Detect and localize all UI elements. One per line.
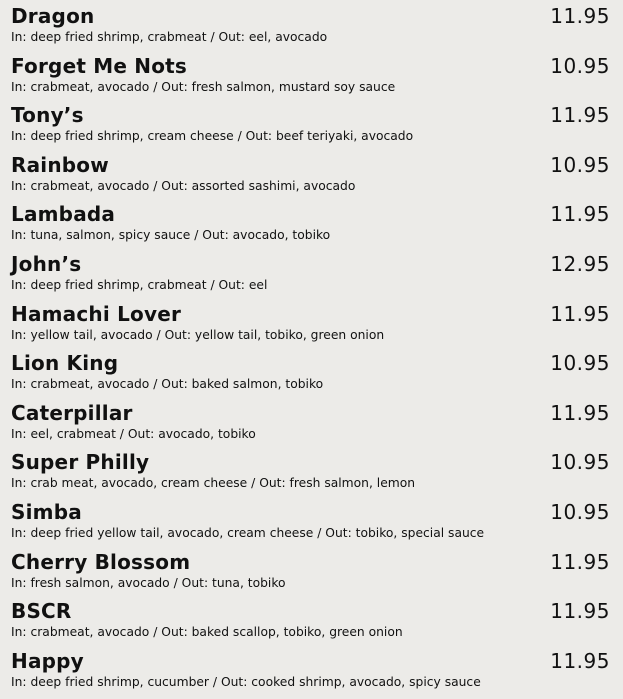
item-name: Simba [11, 499, 82, 524]
menu-item [0, 350, 623, 400]
item-description: In: crabmeat, avocado / Out: fresh salmon, mustard soy sauce [11, 79, 396, 94]
item-name: Cherry Blossom [11, 549, 191, 574]
menu-item [0, 201, 623, 251]
menu-item [0, 549, 623, 599]
item-name: Dragon [11, 4, 95, 28]
item-description: In: yellow tail, avocado / Out: yellow tail, tobiko, green onion [11, 327, 385, 342]
item-description: In: deep fried shrimp, crabmeat / Out: eel, avocado [11, 30, 328, 44]
item-price: 11.95 [550, 400, 610, 425]
menu-item [0, 598, 623, 648]
menu-item [0, 301, 623, 351]
item-description: In: crabmeat, avocado / Out: assorted sashimi, avocado [11, 178, 356, 193]
item-price: 11.95 [550, 648, 610, 673]
item-price: 10.95 [550, 152, 610, 177]
item-description: In: deep fried shrimp, crabmeat / Out: eel [11, 277, 268, 292]
item-price: 11.95 [550, 4, 610, 28]
item-price: 10.95 [550, 351, 610, 376]
menu-item [0, 400, 623, 450]
item-description: In: deep fried shrimp, cream cheese / Out: beef teriyaki, avocado [11, 129, 414, 144]
item-description: In: fresh salmon, avocado / Out: tuna, tobiko [11, 575, 286, 590]
item-name: Hamachi Lover [11, 301, 182, 326]
menu-item [0, 499, 623, 549]
item-name: Caterpillar [11, 400, 133, 425]
menu-item [0, 53, 623, 103]
item-description: In: eel, crabmeat / Out: avocado, tobiko [11, 426, 256, 441]
item-description: In: tuna, salmon, spicy sauce / Out: avocado, tobiko [11, 228, 331, 243]
item-name: Happy [11, 648, 84, 673]
menu-item [0, 251, 623, 301]
item-price: 10.95 [550, 450, 610, 475]
item-name: Super Philly [11, 450, 150, 475]
item-name: Lambada [11, 202, 116, 227]
item-price: 11.95 [550, 202, 610, 227]
item-price: 10.95 [550, 499, 610, 524]
menu-item [0, 152, 623, 202]
menu-item [0, 449, 623, 499]
item-name: Rainbow [11, 152, 109, 177]
item-name: John’s [11, 251, 82, 276]
menu-item [0, 648, 623, 698]
item-price: 12.95 [550, 251, 610, 276]
menu-list [0, 3, 623, 697]
menu-item [0, 102, 623, 152]
item-price: 11.95 [550, 301, 610, 326]
item-price: 11.95 [550, 103, 610, 128]
item-name: Lion King [11, 351, 119, 376]
item-description: In: deep fried shrimp, cucumber / Out: cooked shrimp, avocado, spicy sauce [11, 674, 481, 689]
item-name: Forget Me Nots [11, 53, 188, 78]
item-description: In: crabmeat, avocado / Out: baked salmon, tobiko [11, 377, 324, 392]
item-name: BSCR [11, 599, 72, 624]
menu-item [0, 3, 623, 53]
item-description: In: crab meat, avocado, cream cheese / Out: fresh salmon, lemon [11, 476, 416, 491]
item-name: Tony’s [11, 103, 84, 128]
item-price: 11.95 [550, 549, 610, 574]
item-description: In: crabmeat, avocado / Out: baked scallop, tobiko, green onion [11, 625, 403, 640]
item-price: 10.95 [550, 53, 610, 78]
item-price: 11.95 [550, 599, 610, 624]
item-description: In: deep fried yellow tail, avocado, cream cheese / Out: tobiko, special sauce [11, 525, 485, 540]
